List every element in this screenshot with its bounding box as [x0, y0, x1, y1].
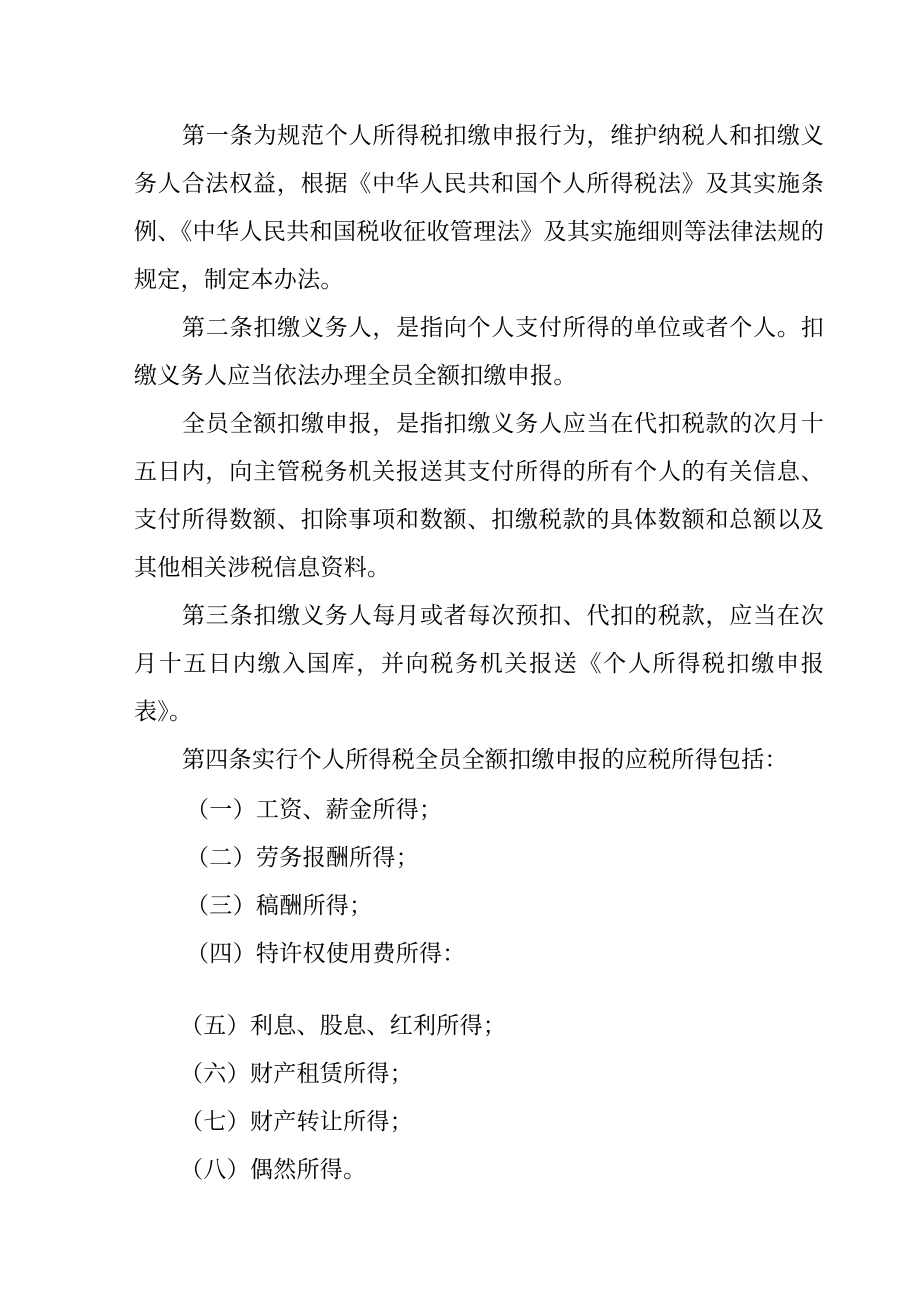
income-item: （八）偶然所得。 — [180, 1157, 367, 1183]
full-withholding-definition-paragraph: 全员全额扣缴申报，是指扣缴义务人应当在代扣税款的次月十五日内，向主管税务机关报送其支付所得的所有个人的有关信息、支付所得数额、扣除事项和数额、扣缴税款的具体数额和总额以及其他相关涉税信息资料。 — [134, 411, 824, 581]
income-item: （五）利息、股息、红利所得； — [180, 1013, 507, 1039]
income-item: （二）劳务报酬所得； — [186, 845, 419, 871]
article-2-paragraph: 第二条扣缴义务人，是指向个人支付所得的单位或者个人。扣缴义务人应当依法办理全员全额扣缴申报。 — [134, 315, 824, 389]
income-item: （六）财产租赁所得； — [180, 1061, 413, 1087]
article-4-paragraph: 第四条实行个人所得税全员全额扣缴申报的应税所得包括： — [182, 747, 788, 773]
income-item: （三）稿酬所得； — [186, 893, 373, 919]
income-item: （一）工资、薪金所得； — [186, 797, 443, 823]
income-item: （四）特许权使用费所得： — [186, 941, 466, 967]
article-1-paragraph: 第一条为规范个人所得税扣缴申报行为，维护纳税人和扣缴义务人合法权益，根据《中华人民共和国个人所得税法》及其实施条例、《中华人民共和国税收征收管理法》及其实施细则等法律法规的规定，制定本办法。 — [134, 123, 824, 293]
income-item: （七）财产转让所得； — [180, 1109, 413, 1135]
article-3-paragraph: 第三条扣缴义务人每月或者每次预扣、代扣的税款，应当在次月十五日内缴入国库，并向税务机关报送《个人所得税扣缴申报表》。 — [134, 603, 824, 725]
